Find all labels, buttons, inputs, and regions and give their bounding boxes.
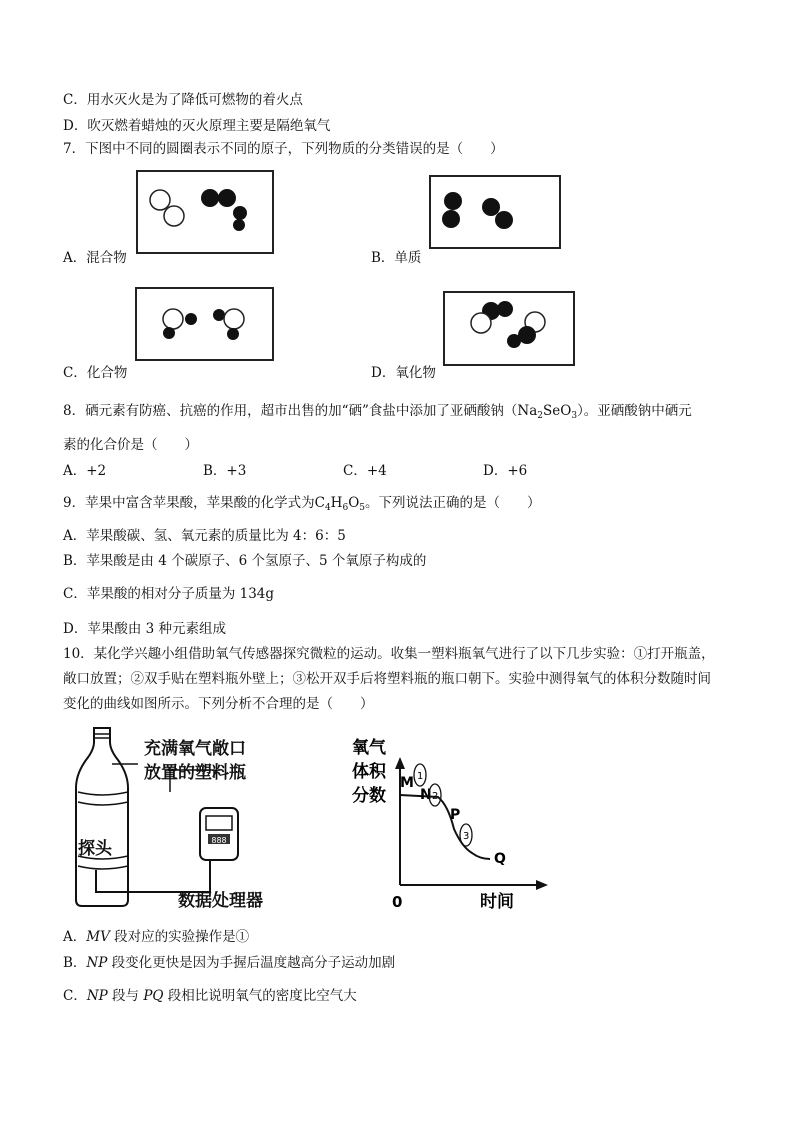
formula-na2seo3: $Na_2SeO_3$ xyxy=(517,403,578,421)
q9-option-a: A．苹果酸碳、氢、氧元素的质量比为 4：6：5 xyxy=(63,528,346,544)
q6-option-c: C．用水灭火是为了降低可燃物的着火点 xyxy=(63,92,303,108)
q10-stem-line2: 敞口放置；②双手贴在塑料瓶外壁上；③松开双手后将塑料瓶的瓶口朝下。实验中测得氧气的体积分数随时间 xyxy=(63,671,711,687)
q8-option-a: A．+2 xyxy=(63,463,107,479)
probe-label: 探头 xyxy=(78,839,112,859)
q10-stem-line1: 10．某化学兴趣小组借助氧气传感器探究微粒的运动。收集一塑料瓶氧气进行了以下几步实验：①打开瓶盖， xyxy=(63,646,715,662)
svg-text:1: 1 xyxy=(417,771,424,782)
q10-apparatus-figure xyxy=(60,722,290,912)
q10-stem-line3: 变化的曲线如图所示。下列分析不合理的是（ ） xyxy=(63,696,374,712)
y-label-line1: 氧气 xyxy=(352,738,386,758)
q7-figure-d xyxy=(443,291,575,366)
y-label-line3: 分数 xyxy=(352,786,386,806)
svg-text:3: 3 xyxy=(463,831,470,842)
bottle-label-line1: 充满氧气敞口 xyxy=(144,739,246,759)
q9-stem: 9．苹果中富含苹果酸，苹果酸的化学式为$C_4H_6O_5$。下列说法正确的是（ ） xyxy=(63,495,541,513)
q8-stem-line2: 素的化合价是（ ） xyxy=(63,437,198,453)
q10-option-a: A．MV 段对应的实验操作是① xyxy=(63,929,250,945)
point-m: M xyxy=(400,775,414,791)
q8-option-b: B．+3 xyxy=(203,463,247,479)
q7-option-a: A．混合物 xyxy=(63,250,127,266)
point-n: N xyxy=(420,787,432,803)
molecule-diagram-a xyxy=(138,172,272,252)
q9-option-b: B．苹果酸是由 4 个碳原子、6 个氢原子、5 个氧原子构成的 xyxy=(63,553,427,569)
y-label-line2: 体积 xyxy=(352,762,386,782)
formula-c4h6o5: $C_4H_6O_5$ xyxy=(314,495,365,513)
x-axis-arrow-icon xyxy=(536,880,548,890)
q6-option-d: D．吹灭燃着蜡烛的灭火原理主要是隔绝氧气 xyxy=(63,118,331,134)
q7-option-b: B．单质 xyxy=(371,250,422,266)
q7-stem: 7．下图中不同的圆圈表示不同的原子，下列物质的分类错误的是（ ） xyxy=(63,141,504,157)
q9-option-d: D．苹果酸由 3 种元素组成 xyxy=(63,621,226,637)
molecule-diagram-c xyxy=(137,289,272,359)
curve xyxy=(400,795,490,859)
bottle-icon xyxy=(76,728,128,906)
svg-text:2: 2 xyxy=(432,791,439,802)
q7-figure-b xyxy=(429,175,561,249)
molecule-diagram-d xyxy=(445,293,573,364)
q10-option-b: B．NP 段变化更快是因为手握后温度越高分子运动加剧 xyxy=(63,955,396,971)
bottle-label-line2: 放置的塑料瓶 xyxy=(144,763,246,783)
q7-option-d: D．氧化物 xyxy=(371,365,436,381)
q8-option-c: C．+4 xyxy=(343,463,387,479)
processor-label: 数据处理器 xyxy=(178,891,263,911)
origin-label: 0 xyxy=(392,893,403,911)
point-q: Q xyxy=(494,851,506,867)
q8-stem: 8．硒元素有防癌、抗癌的作用，超市出售的加“硒”食盐中添加了亚硒酸钠$(Na_2SeO_3)$。亚硒酸钠中硒元 xyxy=(63,403,692,421)
q10-option-c: C．NP 段与 PQ 段相比说明氧气的密度比空气大 xyxy=(63,988,357,1004)
molecule-diagram-b xyxy=(431,177,559,247)
q8-option-d: D．+6 xyxy=(483,463,528,479)
q7-figure-c xyxy=(135,287,274,361)
point-p: P xyxy=(450,807,461,823)
q10-graph xyxy=(340,725,560,915)
q9-option-c: C．苹果酸的相对分子质量为 134g xyxy=(63,586,275,602)
q7-option-c: C．化合物 xyxy=(63,365,128,381)
x-axis-label: 时间 xyxy=(480,892,514,912)
processor-display: 888 xyxy=(211,836,227,845)
q7-figure-a xyxy=(136,170,274,254)
y-axis-arrow-icon xyxy=(395,757,405,769)
